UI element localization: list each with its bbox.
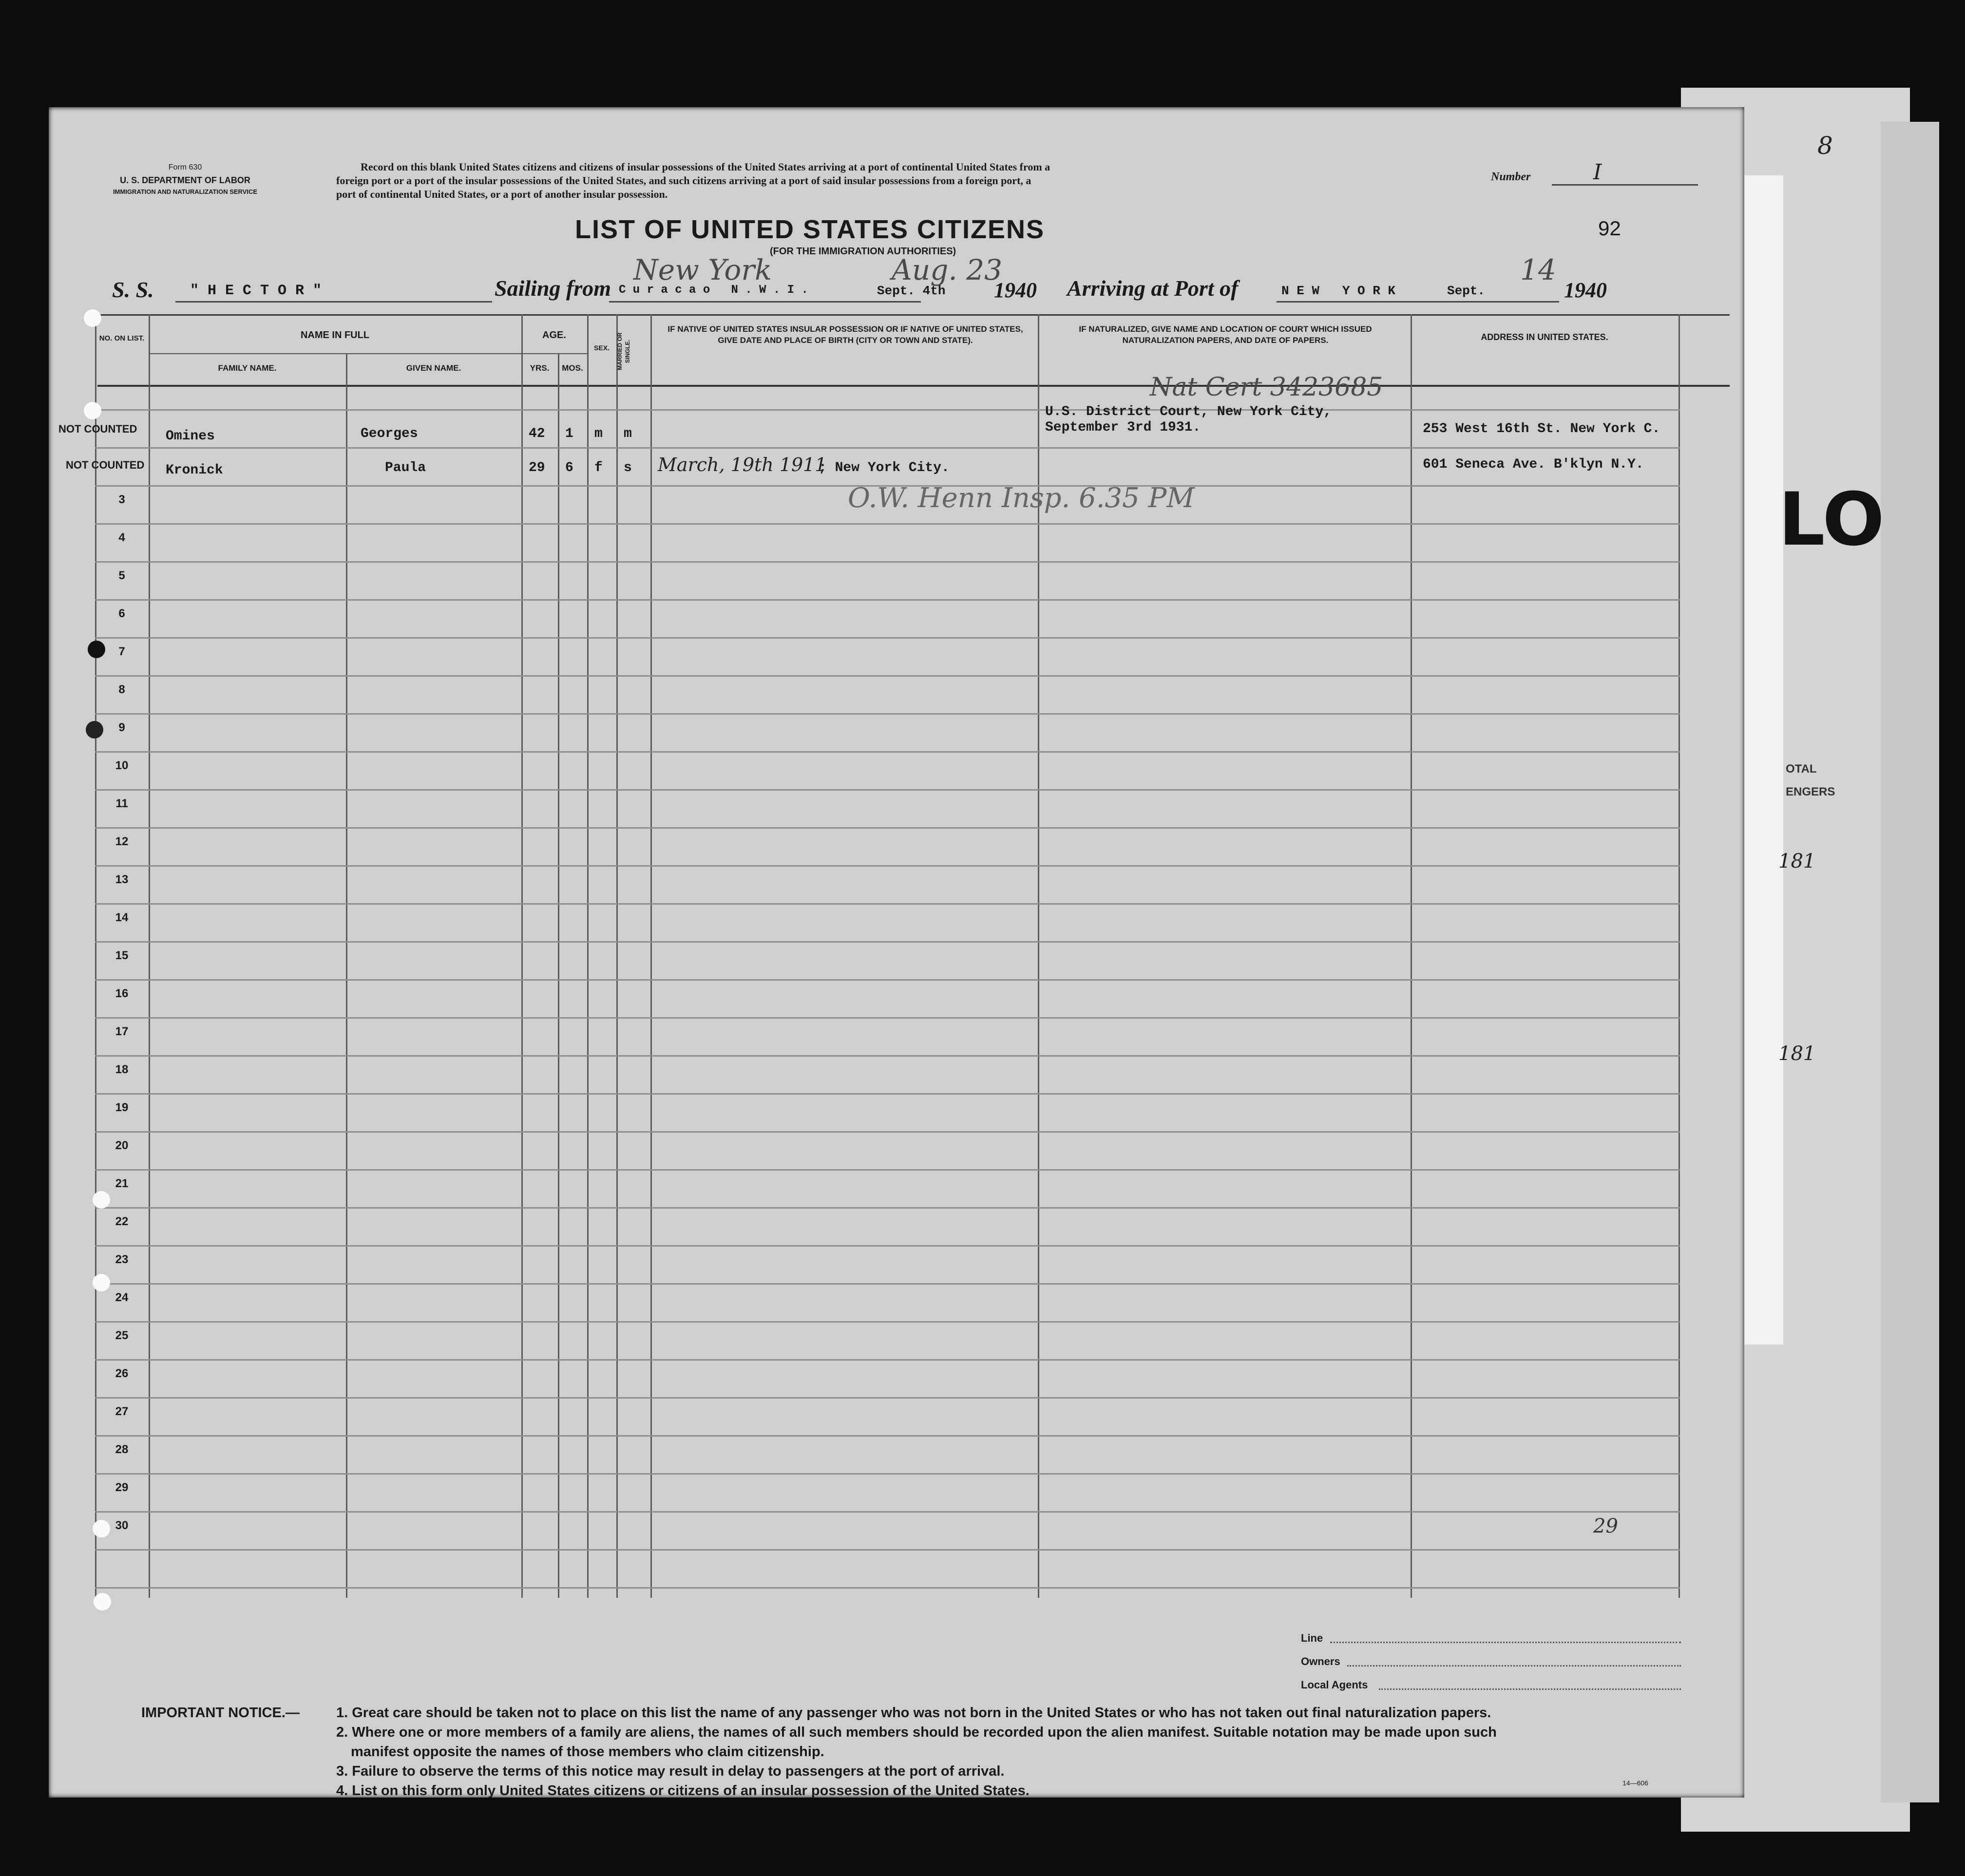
ship-underline: [175, 301, 492, 303]
col-header-yrs: YRS.: [530, 363, 550, 373]
bottom-mark: 29: [1593, 1515, 1618, 1537]
notice-item-3: 3. Failure to observe the terms of this notice may result in delay to passengers at the port of arrival.: [336, 1763, 1005, 1779]
row-rule: [95, 637, 1680, 639]
naturalization-line2-row-1: September 3rd 1931.: [1045, 420, 1201, 435]
address-row-2: 601 Seneca Ave. B'klyn N.Y.: [1423, 457, 1644, 472]
row-number: 14: [115, 911, 129, 924]
row-number: 7: [118, 645, 125, 658]
col-header-name: NAME IN FULL: [300, 330, 370, 341]
print-code: 14—606: [1622, 1779, 1648, 1787]
owners-label: Owners: [1301, 1655, 1340, 1668]
row-rule: [95, 903, 1680, 905]
department-name: U. S. DEPARTMENT OF LABOR: [120, 175, 250, 185]
arriving-port: N E W Y O R K: [1281, 284, 1396, 298]
manifest-sheet: [49, 107, 1744, 1798]
row-rule: [95, 1397, 1680, 1399]
arrival-date: Sept.: [1447, 284, 1486, 298]
row-number: 4: [118, 531, 125, 544]
notice-item-2-cont: manifest opposite the names of those members who claim citizenship.: [351, 1744, 824, 1760]
row-rule: [95, 599, 1680, 601]
form-number: Form 630: [168, 163, 202, 171]
col-line-address: [1411, 314, 1412, 1598]
age-mos-row-2: 6: [565, 460, 573, 475]
row-number: 26: [115, 1367, 129, 1380]
number-value: I: [1593, 160, 1602, 185]
ship-name: " H E C T O R ": [190, 283, 322, 299]
row-number: 3: [118, 493, 125, 506]
binder-hole-3: [88, 641, 105, 658]
page-title: LIST OF UNITED STATES CITIZENS: [575, 215, 1045, 244]
row-number: 19: [115, 1101, 129, 1114]
col-line-end: [1679, 314, 1680, 1598]
row-number: 27: [115, 1405, 129, 1418]
row-number: 6: [118, 607, 125, 620]
col-header-family: FAMILY NAME.: [218, 363, 277, 373]
row-number: 12: [115, 835, 129, 848]
col-line-family: [149, 314, 150, 1598]
row-number: 20: [115, 1139, 129, 1152]
col-line-mos: [558, 353, 559, 1598]
row-number: 10: [115, 759, 129, 772]
notice-item-2: 2. Where one or more members of a family are aliens, the names of all such members should be recorded upon the alien manifest. Suitable notation may be made upon such: [336, 1724, 1497, 1740]
row-number: 30: [115, 1519, 129, 1532]
row-rule: [95, 1473, 1680, 1475]
binder-hole-8: [94, 1593, 111, 1611]
col-header-age: AGE.: [542, 330, 566, 341]
row-rule: [95, 1245, 1680, 1247]
col-header-given: GIVEN NAME.: [406, 363, 461, 373]
col-header-mos: MOS.: [562, 363, 583, 373]
row-rule: [95, 1549, 1680, 1551]
instructions-line-1: Record on this blank United States citizens and citizens of insular possessions of the United States arriving at a port of continental United States from a: [361, 161, 1050, 173]
col-line-age: [521, 314, 523, 1598]
row-number: 11: [115, 797, 128, 810]
row-rule: [95, 561, 1680, 563]
row-rule: [95, 865, 1680, 867]
row-number: 13: [115, 873, 129, 886]
line-field: [1330, 1642, 1681, 1643]
row-rule: [95, 1283, 1680, 1285]
binder-hole-7: [93, 1520, 110, 1537]
col-header-sex: SEX.: [594, 344, 610, 352]
sailing-from-label: Sailing from: [495, 276, 611, 301]
age-subheader-line: [521, 353, 587, 354]
binder-hole-5: [93, 1191, 110, 1209]
row-number: 8: [118, 683, 125, 696]
marital-row-1: m: [624, 426, 632, 441]
address-row-1: 253 West 16th St. New York C.: [1423, 421, 1660, 436]
given-name-row-1: Georges: [361, 426, 418, 441]
row-rule: [95, 1359, 1680, 1361]
col-header-married: MARRIED OR SINGLE.: [616, 332, 631, 370]
marital-row-2: s: [624, 460, 632, 475]
family-name-row-1: Omines: [166, 429, 215, 444]
row-number: 18: [115, 1063, 129, 1076]
local-agents-field: [1379, 1688, 1681, 1690]
row-number: 24: [115, 1291, 129, 1304]
row-rule: [95, 1435, 1680, 1437]
background-total-label: OTAL: [1786, 762, 1817, 776]
col-header-address: ADDRESS IN UNITED STATES.: [1481, 332, 1608, 342]
ss-label: S. S.: [112, 277, 154, 302]
row-rule: [95, 713, 1680, 715]
col-header-naturalized: IF NATURALIZED, GIVE NAME AND LOCATION OF COURT WHICH ISSUED NATURALIZATION PAPERS, AND DATE OF PAPERS.: [1079, 324, 1372, 345]
row-rule: [95, 1093, 1680, 1095]
owners-field: [1347, 1665, 1681, 1667]
col-line-married: [616, 314, 618, 1598]
binder-hole-4: [86, 721, 103, 739]
binder-hole-1: [84, 309, 101, 327]
arriving-label: Arriving at Port of: [1067, 276, 1239, 301]
background-total-value-1: 181: [1778, 850, 1816, 872]
binder-hole-2: [84, 402, 101, 419]
row-rule: [95, 789, 1680, 791]
row-rule: [95, 1207, 1680, 1209]
instructions-line-2: foreign port or a port of the insular possessions of the United States, and such citizens arriving at a port of said insular possessions from a foreign port, a: [336, 174, 1031, 187]
sailing-port-underline: [609, 301, 921, 303]
margin-note-row-2: NOT COUNTED: [66, 459, 145, 471]
row-number: 9: [118, 721, 125, 734]
naturalization-line1-row-1: U.S. District Court, New York City,: [1045, 404, 1332, 419]
row-rule: [95, 751, 1680, 753]
sailing-date: Sept. 4th: [877, 284, 946, 298]
sailing-from-handwritten: New York: [633, 253, 772, 286]
row-rule: [95, 1055, 1680, 1057]
row-number: 15: [115, 949, 129, 962]
page-number: 92: [1598, 217, 1621, 240]
sailing-year: 1940: [994, 278, 1037, 302]
row-rule: [95, 979, 1680, 981]
background-total-value-2: 181: [1778, 1042, 1816, 1065]
col-line-given: [346, 353, 347, 1598]
top-margin-mark: 8: [1817, 132, 1833, 160]
row-rule: [95, 409, 1680, 411]
row-number: 28: [115, 1443, 129, 1456]
table-header-bottom: [97, 385, 1730, 387]
page-subtitle: (FOR THE IMMIGRATION AUTHORITIES): [770, 246, 956, 257]
row-rule: [95, 447, 1680, 449]
naturalization-handwritten-row-1: Nat Cert 3423685: [1150, 373, 1383, 402]
age-yrs-row-2: 29: [529, 460, 545, 475]
age-mos-row-1: 1: [565, 426, 573, 441]
table-top-border: [97, 314, 1730, 316]
row-number: 17: [115, 1025, 129, 1038]
sex-row-1: m: [594, 426, 603, 441]
arriving-port-underline: [1277, 301, 1559, 303]
binder-hole-6: [93, 1274, 110, 1291]
row-number: 25: [115, 1329, 129, 1342]
row-rule: [95, 675, 1680, 677]
col-line-birth: [650, 314, 652, 1598]
birth-place-row-2: ; New York City.: [819, 460, 950, 475]
col-header-birth: IF NATIVE OF UNITED STATES INSULAR POSSESSION OR IF NATIVE OF UNITED STATES, GIVE DATE AND PLACE OF BIRTH (CITY OR TOWN AND STATE).: [668, 324, 1023, 345]
arrival-year: 1940: [1564, 278, 1607, 302]
col-header-no: NO. ON LIST.: [99, 334, 145, 342]
sex-row-2: f: [594, 460, 603, 475]
row-rule: [95, 523, 1680, 525]
sailing-from-port: C u r a c a o N . W . I .: [619, 284, 808, 297]
row-rule: [95, 827, 1680, 829]
line-label: Line: [1301, 1632, 1323, 1644]
row-number: 5: [118, 569, 125, 582]
row-number: 29: [115, 1481, 129, 1494]
family-name-row-2: Kronick: [166, 463, 223, 478]
arrival-date-handwritten: 14: [1520, 253, 1556, 286]
number-label: Number: [1491, 171, 1531, 183]
row-number: 22: [115, 1215, 129, 1228]
background-big-handwriting: LO: [1778, 477, 1885, 562]
given-name-row-2: Paula: [385, 460, 426, 475]
notice-item-1: 1. Great care should be taken not to place on this list the name of any passenger who was not born in the United States or who has not taken out final naturalization papers.: [336, 1705, 1491, 1721]
background-sheet-far-right: [1881, 122, 1939, 1802]
instructions-line-3: port of continental United States, or a port of another insular possession.: [336, 188, 668, 200]
col-line-sex: [587, 314, 589, 1598]
notice-item-4: 4. List on this form only United States citizens or citizens of an insular possession of the United States.: [336, 1783, 1030, 1799]
birth-date-handwritten-row-2: March, 19th 1911: [658, 454, 827, 475]
row-number: 23: [115, 1253, 129, 1266]
inspector-note: O.W. Henn Insp. 6.35 PM: [848, 482, 1195, 514]
local-agents-label: Local Agents: [1301, 1679, 1368, 1691]
row-rule: [95, 1321, 1680, 1323]
number-underline: [1552, 184, 1698, 186]
row-number: 16: [115, 987, 129, 1000]
row-rule: [95, 1587, 1680, 1589]
row-rule: [95, 941, 1680, 943]
age-yrs-row-1: 42: [529, 426, 545, 441]
service-name: IMMIGRATION AND NATURALIZATION SERVICE: [113, 188, 258, 195]
margin-note-row-1: NOT COUNTED: [58, 423, 137, 435]
row-rule: [95, 1131, 1680, 1133]
name-subheader-line: [149, 353, 521, 354]
sailing-date-handwritten: Aug. 23: [892, 253, 1003, 286]
notice-heading: IMPORTANT NOTICE.—: [141, 1705, 300, 1721]
row-rule: [95, 1511, 1680, 1513]
row-rule: [95, 1017, 1680, 1019]
background-passengers-label: ENGERS: [1786, 785, 1835, 798]
row-rule: [95, 1169, 1680, 1171]
row-number: 21: [115, 1177, 129, 1190]
